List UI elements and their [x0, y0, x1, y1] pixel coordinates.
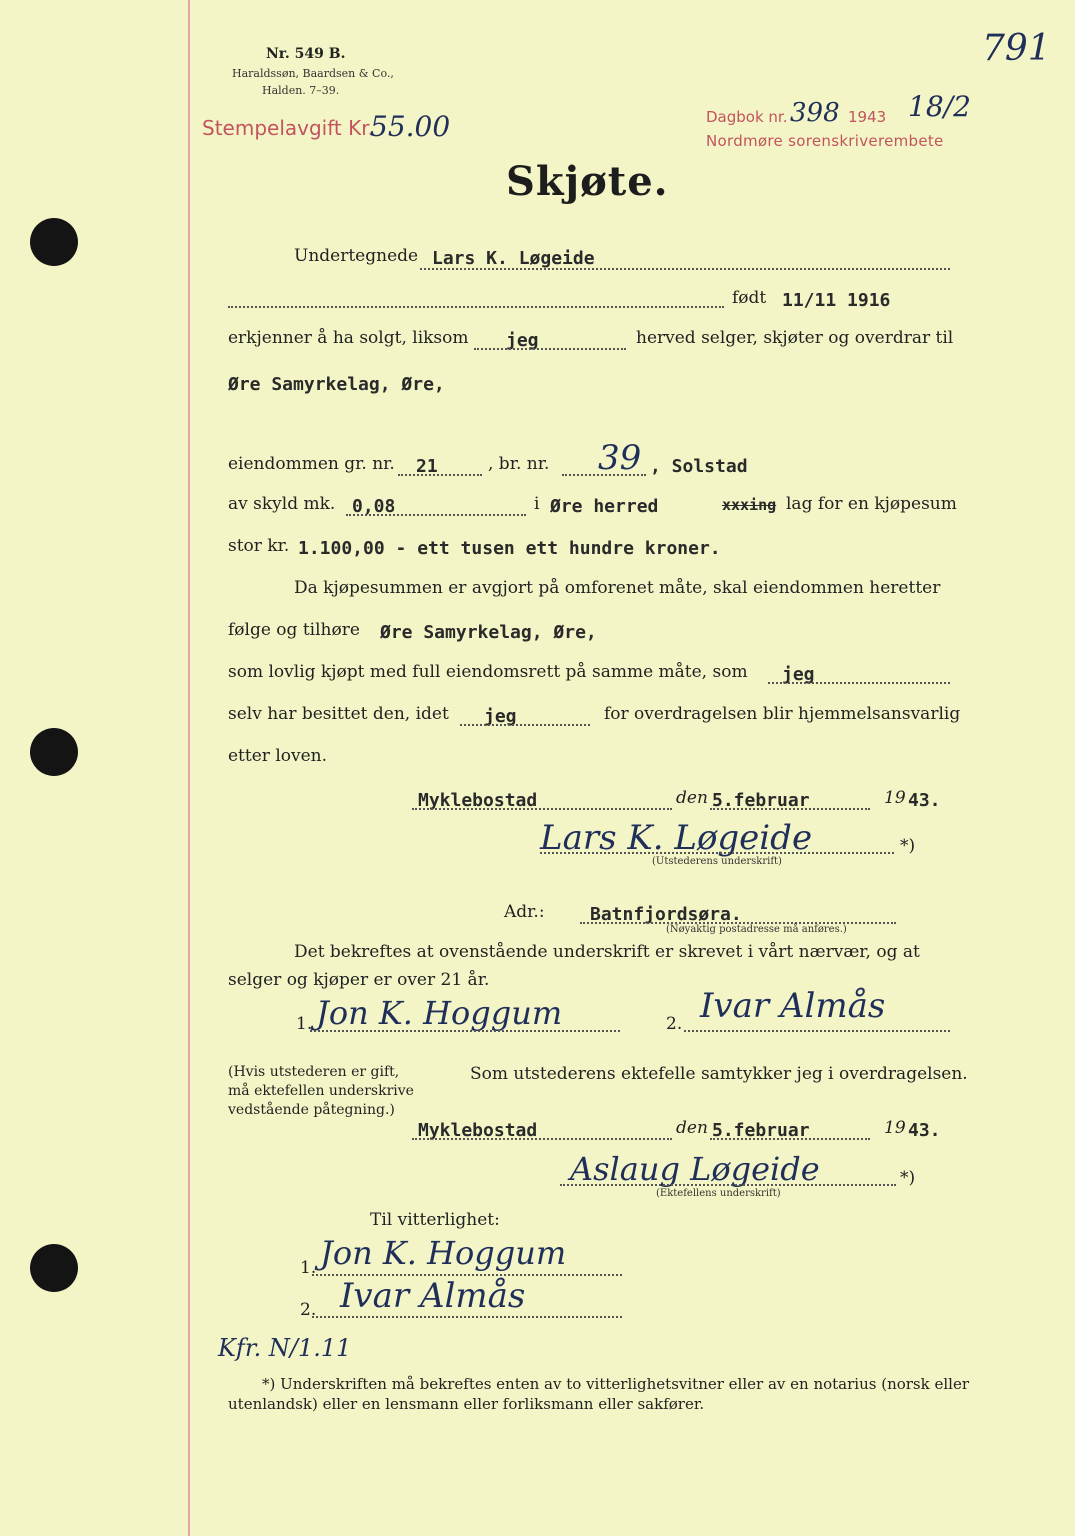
signing-place: Myklebostad [418, 1120, 538, 1141]
skyld-value: 0,08 [352, 496, 396, 517]
confirm-text: Det bekreftes at ovenstående underskrift er skrevet i vårt nærvær, og at [294, 942, 920, 962]
eiendommen-label: eiendommen gr. nr. [228, 454, 395, 474]
erkjenner-value: jeg [506, 330, 539, 351]
property-name: , Solstad [650, 456, 748, 477]
year-prefix: 19 [884, 788, 906, 808]
punch-hole [30, 1244, 78, 1292]
punch-hole [30, 218, 78, 266]
seller-name: Lars K. Løgeide [432, 248, 595, 269]
br-nr-label: , br. nr. [488, 454, 550, 474]
folge-label: følge og tilhøre [228, 620, 360, 640]
address-label: Adr.: [504, 902, 545, 922]
page-number: 791 [982, 28, 1051, 69]
signature-caption: (Ektefellens underskrift) [656, 1188, 781, 1199]
tinglag-suffix: lag for en kjøpesum [786, 494, 957, 514]
spouse-consent: Som utstederens ektefelle samtykker jeg i overdragelsen. [470, 1064, 968, 1084]
witness-number: 2. [666, 1014, 683, 1034]
dagbok-label: Dagbok nr. [706, 108, 788, 126]
skyld-label: av skyld mk. [228, 494, 336, 514]
footnote: *) Underskriften må bekreftes enten av to vitterlighetsvitner eller av en notarius (norsk eller [262, 1375, 969, 1393]
witness-label: Til vitterlighet: [370, 1210, 500, 1230]
footnote: utenlandsk) eller en lensmann eller forliksmann eller sakfører. [228, 1395, 705, 1413]
address-caption: (Nøyaktig postadresse må anføres.) [666, 924, 847, 935]
witness-signature: Ivar Almås [340, 1276, 526, 1316]
selv-text: selv har besittet den, idet [228, 704, 449, 724]
spouse-note: må ektefellen underskrive [228, 1083, 414, 1099]
dagbok-date: 18/2 [908, 90, 971, 123]
fodt-label: født [732, 288, 767, 308]
margin-note: Kfr. N/1.11 [218, 1334, 352, 1362]
den-label: den [676, 1118, 708, 1138]
punch-hole [30, 728, 78, 776]
paragraph-text: Da kjøpesummen er avgjort på omforenet måte, skal eiendommen heretter [294, 578, 941, 598]
margin-rule [188, 0, 190, 1536]
stamp-fee-label: Stempelavgift Kr. [202, 116, 374, 140]
spouse-signature: Aslaug Løgeide [570, 1150, 820, 1188]
publisher-line: Halden. 7–39. [262, 84, 340, 97]
asterisk: *) [900, 1168, 916, 1188]
buyer-name: Øre Samyrkelag, Øre, [228, 374, 445, 395]
spouse-note: (Hvis utstederen er gift, [228, 1064, 400, 1080]
year-prefix: 19 [884, 1118, 906, 1138]
witness-number: 2. [300, 1300, 317, 1320]
herred: Øre herred [550, 496, 659, 517]
signature-caption: (Utstederens underskrift) [652, 856, 782, 867]
signing-date: 5.februar [712, 1120, 810, 1141]
office-stamp: Nordmøre sorenskriverembete [706, 132, 944, 150]
address-value: Batnfjordsøra. [590, 904, 742, 925]
lovlig-value: jeg [782, 664, 815, 685]
spouse-note: vedstående påtegning.) [228, 1102, 395, 1118]
signing-place: Myklebostad [418, 790, 538, 811]
price: 1.100,00 - ett tusen ett hundre kroner. [298, 538, 721, 559]
signing-date: 5.februar [712, 790, 810, 811]
seller-signature: Lars K. Løgeide [540, 818, 813, 858]
witness-signature: Jon K. Hoggum [320, 1234, 567, 1272]
br-nr: 39 [598, 438, 642, 478]
stor-label: stor kr. [228, 536, 290, 556]
selv-suffix: for overdragelsen blir hjemmelsansvarlig [604, 704, 961, 724]
i-label: i [534, 494, 540, 514]
witness-signature: Jon K. Hoggum [316, 994, 563, 1032]
erkjenner-text: erkjenner å ha solgt, liksom [228, 328, 469, 348]
signing-year: 43. [908, 1120, 941, 1141]
undertegnede-label: Undertegnede [294, 246, 419, 266]
birth-date: 11/11 1916 [782, 290, 891, 311]
form-number: Nr. 549 B. [266, 46, 346, 62]
stamp-fee-value: 55.00 [370, 110, 451, 143]
publisher-line: Haraldssøn, Baardsen & Co., [232, 67, 394, 80]
document-title: Skjøte. [506, 158, 669, 205]
gr-nr: 21 [416, 456, 438, 477]
dagbok-number: 398 [790, 98, 840, 128]
erkjenner-suffix: herved selger, skjøter og overdrar til [636, 328, 954, 348]
dagbok-year: 1943 [848, 108, 887, 126]
selv-value: jeg [484, 706, 517, 727]
confirm-text: selger og kjøper er over 21 år. [228, 970, 490, 990]
witness-number: 1. [300, 1258, 317, 1278]
signing-year: 43. [908, 790, 941, 811]
lovlig-text: som lovlig kjøpt med full eiendomsrett på samme måte, som [228, 662, 748, 682]
folge-value: Øre Samyrkelag, Øre, [380, 622, 597, 643]
tinglag-struck: xxxing [722, 496, 777, 514]
asterisk: *) [900, 836, 916, 856]
den-label: den [676, 788, 708, 808]
etter-loven: etter loven. [228, 746, 328, 766]
witness-number: 1. [296, 1014, 313, 1034]
witness-signature: Ivar Almås [700, 986, 886, 1026]
